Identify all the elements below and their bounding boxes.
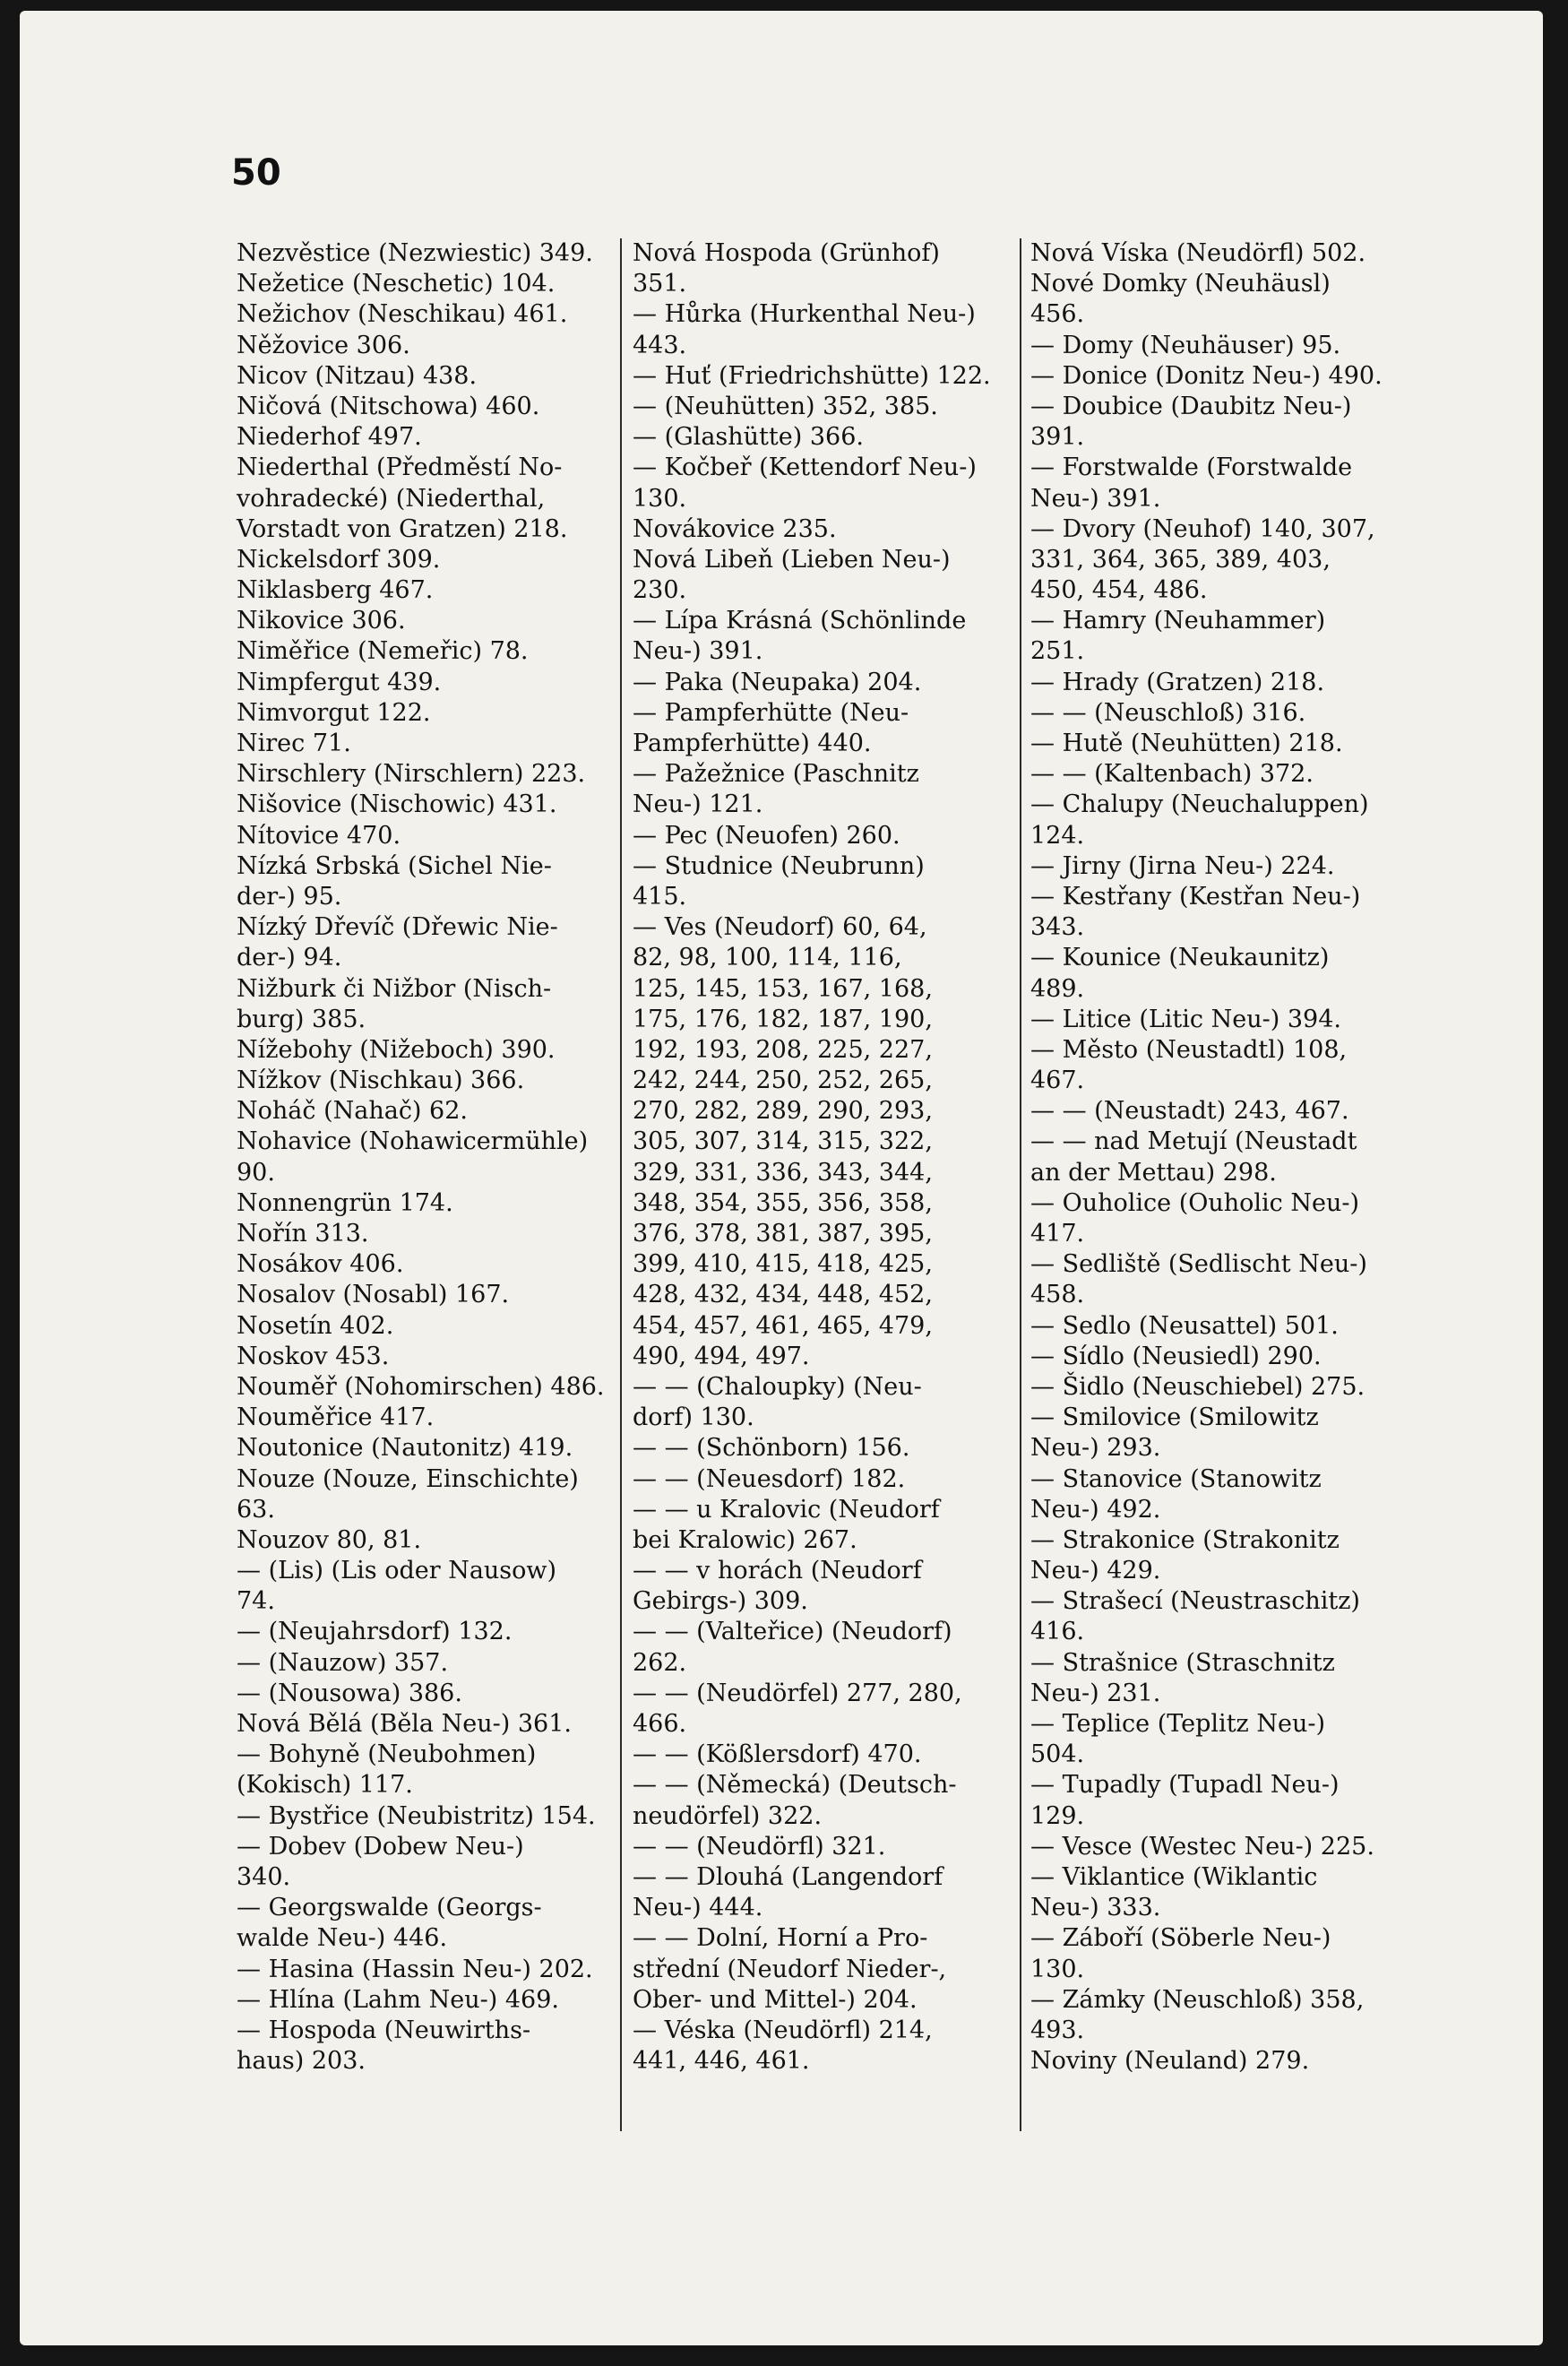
index-entry-line: — — (Schönborn) 156.: [633, 1434, 910, 1463]
index-entry-line: — Teplice (Teplitz Neu-): [1030, 1710, 1325, 1738]
index-entry-line: — Vesce (Westec Neu-) 225.: [1030, 1832, 1374, 1861]
index-entry-line: 351.: [633, 270, 687, 298]
index-entry-line: — Chalupy (Neuchaluppen): [1030, 790, 1369, 819]
index-entry-line: Nosákov 406.: [237, 1250, 404, 1279]
index-entry-line: — Město (Neustadtl) 108,: [1030, 1035, 1348, 1064]
index-entry-line: Nikovice 306.: [237, 607, 406, 635]
index-entry-line: Nová Víska (Neudörfl) 502.: [1030, 239, 1366, 267]
index-entry-line: — Studnice (Neubrunn): [633, 851, 925, 880]
page-number: 50: [231, 152, 281, 194]
index-column-2: [633, 238, 1014, 2077]
index-entry-line: 270, 282, 289, 290, 293,: [633, 1097, 933, 1126]
index-entry-line: Neu-) 391.: [633, 637, 763, 666]
column-rule: [620, 238, 622, 2131]
index-entry-line: — Paka (Neupaka) 204.: [633, 668, 922, 696]
index-entry-line: Neu-) 231.: [1030, 1679, 1161, 1707]
index-entry-line: — Sedliště (Sedlischt Neu-): [1030, 1250, 1367, 1279]
index-entry-line: — Kočbeř (Kettendorf Neu-): [633, 453, 977, 482]
index-entry-line: — (Nauzow) 357.: [237, 1648, 449, 1677]
index-entry-line: 493.: [1030, 2016, 1085, 2044]
index-entry-line: 124.: [1030, 821, 1085, 850]
index-entry-line: Niederthal (Předměstí No-: [237, 453, 563, 482]
index-entry-line: Ničová (Nitschowa) 460.: [237, 392, 540, 420]
index-entry-line: 340.: [237, 1862, 291, 1891]
index-entry-line: 130.: [633, 484, 687, 513]
index-entry-line: — Kounice (Neukaunitz): [1030, 944, 1330, 972]
index-entry-line: Nítovice 470.: [237, 821, 401, 850]
index-entry-line: 82, 98, 100, 114, 116,: [633, 944, 902, 972]
index-entry-line: — Hrady (Gratzen) 218.: [1030, 668, 1325, 696]
index-entry-line: Nicov (Nitzau) 438.: [237, 361, 478, 390]
index-entry-line: vohradecké) (Niederthal,: [237, 484, 546, 513]
index-entry-line: Nové Domky (Neuhäusl): [1030, 270, 1331, 298]
index-entry-line: 74.: [237, 1587, 275, 1616]
index-entry-line: 490, 494, 497.: [633, 1342, 810, 1370]
index-entry-line: an der Mettau) 298.: [1030, 1158, 1277, 1187]
index-entry-line: haus) 203.: [237, 2047, 366, 2076]
index-entry-line: Vorstadt von Gratzen) 218.: [237, 514, 568, 543]
index-entry-line: — (Neuhütten) 352, 385.: [633, 392, 938, 420]
index-entry-line: — Jirny (Jirna Neu-) 224.: [1030, 851, 1335, 880]
index-entry-line: — Záboří (Söberle Neu-): [1030, 1924, 1331, 1953]
index-entry-line: — Pec (Neuofen) 260.: [633, 821, 900, 850]
index-entry-line: Noutonice (Nautonitz) 419.: [237, 1434, 573, 1463]
index-entry-line: 467.: [1030, 1066, 1085, 1095]
index-entry-line: — — Dolní, Horní a Pro-: [633, 1924, 928, 1953]
index-entry-line: Nouze (Nouze, Einschichte): [237, 1464, 579, 1493]
index-entry-line: — — (Německá) (Deutsch-: [633, 1771, 957, 1800]
index-entry-line: 415.: [633, 882, 687, 911]
index-entry-line: 175, 176, 182, 187, 190,: [633, 1005, 933, 1033]
index-entry-line: Neu-) 121.: [633, 790, 763, 819]
index-entry-line: Nezvěstice (Nezwiestic) 349.: [237, 239, 593, 267]
index-entry-line: — Hasina (Hassin Neu-) 202.: [237, 1955, 593, 1983]
index-entry-line: — Dvory (Neuhof) 140, 307,: [1030, 514, 1375, 543]
index-entry-line: Neu-) 429.: [1030, 1557, 1161, 1585]
index-entry-line: Nirschlery (Nirschlern) 223.: [237, 760, 586, 789]
index-entry-line: Noháč (Nahač) 62.: [237, 1097, 468, 1126]
index-entry-line: — (Neujahrsdorf) 132.: [237, 1618, 513, 1646]
index-entry-line: — Hutě (Neuhütten) 218.: [1030, 730, 1343, 757]
index-entry-line: — Donice (Donitz Neu-) 490.: [1030, 361, 1383, 390]
column-rule: [1020, 238, 1021, 2131]
index-entry-line: Neu-) 293.: [1030, 1434, 1161, 1463]
index-entry-line: — — (Neudörfel) 277, 280,: [633, 1679, 962, 1707]
index-entry-line: 90.: [237, 1158, 275, 1187]
index-entry-line: Nosalov (Nosabl) 167.: [237, 1281, 510, 1309]
index-entry-line: — Doubice (Daubitz Neu-): [1030, 392, 1352, 420]
index-entry-line: — Hlína (Lahm Neu-) 469.: [237, 1985, 559, 2014]
index-entry-line: — Ves (Neudorf) 60, 64,: [633, 913, 927, 942]
index-entry-line: — Smilovice (Smilowitz: [1030, 1403, 1319, 1432]
index-entry-line: — — (Valteřice) (Neudorf): [633, 1618, 952, 1646]
index-entry-line: 458.: [1030, 1281, 1085, 1309]
index-entry-line: — — (Chaloupky) (Neu-: [633, 1372, 922, 1401]
index-entry-line: — Viklantice (Wiklantic: [1030, 1862, 1318, 1891]
index-entry-line: 192, 193, 208, 225, 227,: [633, 1035, 933, 1064]
index-entry-line: — Huť (Friedrichshütte) 122.: [633, 361, 991, 390]
index-entry-line: — Bystřice (Neubistritz) 154.: [237, 1801, 596, 1830]
index-entry-line: 376, 378, 381, 387, 395,: [633, 1220, 933, 1248]
index-entry-line: Niederhof 497.: [237, 423, 422, 452]
index-entry-line: Něžovice 306.: [237, 331, 410, 359]
index-entry-line: — Sedlo (Neusattel) 501.: [1030, 1311, 1339, 1340]
index-entry-line: — Zámky (Neuschloß) 358,: [1030, 1985, 1365, 2014]
index-entry-line: 450, 454, 486.: [1030, 576, 1208, 605]
index-entry-line: — Hůrka (Hurkenthal Neu-): [633, 300, 976, 329]
index-entry-line: Nová Hospoda (Grünhof): [633, 239, 940, 267]
index-entry-line: Nickelsdorf 309.: [237, 545, 441, 574]
index-entry-line: — (Nousowa) 386.: [237, 1679, 462, 1707]
index-entry-line: Noviny (Neuland) 279.: [1030, 2047, 1310, 2076]
index-entry-line: 489.: [1030, 974, 1085, 1003]
index-entry-line: Noskov 453.: [237, 1342, 390, 1370]
index-entry-line: 130.: [1030, 1955, 1085, 1983]
index-entry-line: Ober- und Mittel-) 204.: [633, 1985, 918, 2014]
index-entry-line: Nežetice (Neschetic) 104.: [237, 270, 556, 298]
index-entry-line: — — (Neuschloß) 316.: [1030, 698, 1306, 727]
index-entry-line: Nová Bělá (Běla Neu-) 361.: [237, 1710, 572, 1738]
index-entry-line: — Pažežnice (Paschnitz: [633, 760, 919, 789]
index-entry-line: Neu-) 333.: [1030, 1894, 1161, 1922]
index-entry-line: — Litice (Litic Neu-) 394.: [1030, 1005, 1341, 1033]
index-entry-line: neudörfel) 322.: [633, 1801, 823, 1830]
index-entry-line: — Strašecí (Neustraschitz): [1030, 1587, 1360, 1616]
index-entry-line: Pampferhütte) 440.: [633, 730, 872, 757]
index-entry-line: 331, 364, 365, 389, 403,: [1030, 545, 1331, 574]
index-entry-line: 454, 457, 461, 465, 479,: [633, 1311, 933, 1340]
index-entry-line: Neu-) 391.: [1030, 484, 1161, 513]
index-entry-line: 242, 244, 250, 252, 265,: [633, 1066, 933, 1095]
index-entry-line: burg) 385.: [237, 1005, 366, 1033]
index-entry-line: střední (Neudorf Nieder-,: [633, 1955, 947, 1983]
index-entry-line: 348, 354, 355, 356, 358,: [633, 1188, 933, 1217]
index-entry-line: 329, 331, 336, 343, 344,: [633, 1158, 933, 1187]
index-entry-line: Nouzov 80, 81.: [237, 1525, 422, 1554]
index-entry-line: — Lípa Krásná (Schönlinde: [633, 607, 967, 635]
index-entry-line: — — (Kaltenbach) 372.: [1030, 760, 1314, 789]
index-entry-line: Neu-) 492.: [1030, 1495, 1161, 1524]
index-entry-line: 443.: [633, 331, 687, 359]
index-entry-line: 230.: [633, 576, 687, 605]
index-entry-line: 466.: [633, 1710, 687, 1738]
index-entry-line: — — (Neudörfl) 321.: [633, 1832, 886, 1861]
index-entry-line: — Kestřany (Kestřan Neu-): [1030, 882, 1361, 911]
index-entry-line: Nová Libeň (Lieben Neu-): [633, 545, 951, 574]
index-entry-line: (Kokisch) 117.: [237, 1771, 413, 1800]
index-entry-line: Nořín 313.: [237, 1220, 369, 1248]
index-entry-line: — — Dlouhá (Langendorf: [633, 1862, 943, 1891]
index-entry-line: — Strakonice (Strakonitz: [1030, 1525, 1340, 1554]
index-entry-line: 129.: [1030, 1801, 1085, 1830]
index-entry-line: — Stanovice (Stanowitz: [1030, 1464, 1322, 1493]
index-entry-line: Nirec 71.: [237, 730, 351, 757]
index-entry-line: — Pampferhütte (Neu-: [633, 698, 909, 727]
index-column-3: [1030, 238, 1416, 2077]
index-entry-line: Nízký Dřevíč (Dřewic Nie-: [237, 913, 558, 942]
index-entry-line: — — nad Metují (Neustadt: [1030, 1127, 1357, 1156]
index-entry-line: — Bohyně (Neubohmen): [237, 1740, 537, 1769]
index-entry-line: 343.: [1030, 913, 1085, 942]
index-entry-line: — Ouholice (Ouholic Neu-): [1030, 1188, 1360, 1217]
index-entry-line: 125, 145, 153, 167, 168,: [633, 974, 933, 1003]
index-entry-line: 262.: [633, 1648, 687, 1677]
index-entry-line: — Hospoda (Neuwirths-: [237, 2016, 531, 2044]
index-entry-line: Niklasberg 467.: [237, 576, 434, 605]
index-entry-line: bei Kralowic) 267.: [633, 1525, 857, 1554]
index-entry-line: 251.: [1030, 637, 1085, 666]
index-entry-line: walde Neu-) 446.: [237, 1924, 448, 1953]
index-entry-line: Nízká Srbská (Sichel Nie-: [237, 851, 552, 880]
index-entry-line: Nohavice (Nohawicermühle): [237, 1127, 589, 1156]
index-entry-line: 417.: [1030, 1220, 1085, 1248]
index-entry-line: — Sídlo (Neusiedl) 290.: [1030, 1342, 1322, 1370]
index-entry-line: 456.: [1030, 300, 1085, 329]
index-entry-line: 391.: [1030, 423, 1085, 452]
index-entry-line: — Forstwalde (Forstwalde: [1030, 453, 1353, 482]
index-entry-line: Nížebohy (Nižeboch) 390.: [237, 1035, 556, 1064]
index-entry-line: — Šidlo (Neuschiebel) 275.: [1030, 1372, 1366, 1401]
index-entry-line: — Tupadly (Tupadl Neu-): [1030, 1771, 1340, 1800]
index-entry-line: 428, 432, 434, 448, 452,: [633, 1281, 933, 1309]
index-entry-line: 504.: [1030, 1740, 1085, 1769]
index-entry-line: — — u Kralovic (Neudorf: [633, 1495, 940, 1524]
index-entry-line: Niměřice (Nemeřic) 78.: [237, 637, 529, 666]
index-entry-line: — Strašnice (Straschnitz: [1030, 1648, 1335, 1677]
index-entry-line: — Hamry (Neuhammer): [1030, 607, 1326, 635]
index-entry-line: Nouměřice 417.: [237, 1403, 435, 1432]
index-entry-line: 63.: [237, 1495, 275, 1524]
index-entry-line: — — v horách (Neudorf: [633, 1557, 922, 1585]
index-entry-line: der-) 95.: [237, 882, 342, 911]
index-entry-line: Nonnengrün 174.: [237, 1188, 453, 1217]
index-entry-line: — (Glashütte) 366.: [633, 423, 864, 452]
index-entry-line: Novákovice 235.: [633, 514, 837, 543]
index-entry-line: Neu-) 444.: [633, 1894, 763, 1922]
index-entry-line: — — (Neustadt) 243, 467.: [1030, 1097, 1349, 1126]
index-entry-line: Nižburk či Nižbor (Nisch-: [237, 974, 552, 1003]
index-entry-line: Nimpfergut 439.: [237, 668, 442, 696]
index-entry-line: — Domy (Neuhäuser) 95.: [1030, 331, 1341, 359]
index-column-1: [237, 238, 613, 2077]
index-entry-line: Gebirgs-) 309.: [633, 1587, 808, 1616]
index-entry-line: — (Lis) (Lis oder Nausow): [237, 1557, 557, 1585]
index-entry-line: der-) 94.: [237, 944, 342, 972]
index-entry-line: 305, 307, 314, 315, 322,: [633, 1127, 933, 1156]
index-entry-line: 416.: [1030, 1618, 1085, 1646]
index-entry-line: — Véska (Neudörfl) 214,: [633, 2016, 933, 2044]
index-entry-line: Nišovice (Nischowic) 431.: [237, 790, 557, 819]
index-entry-line: — Dobev (Dobew Neu-): [237, 1832, 524, 1861]
index-entry-line: Nosetín 402.: [237, 1311, 394, 1340]
index-entry-line: dorf) 130.: [633, 1403, 754, 1432]
index-entry-line: Nouměř (Nohomirschen) 486.: [237, 1372, 605, 1401]
index-entry-line: Nížkov (Nischkau) 366.: [237, 1066, 525, 1095]
index-entry-line: Nežichov (Neschikau) 461.: [237, 300, 568, 329]
index-entry-line: Nimvorgut 122.: [237, 698, 431, 727]
index-entry-line: — — (Kößlersdorf) 470.: [633, 1740, 922, 1769]
index-entry-line: 441, 446, 461.: [633, 2047, 810, 2076]
index-entry-line: — Georgswalde (Georgs-: [237, 1894, 542, 1922]
index-entry-line: — — (Neuesdorf) 182.: [633, 1464, 906, 1493]
index-entry-line: 399, 410, 415, 418, 425,: [633, 1250, 933, 1279]
